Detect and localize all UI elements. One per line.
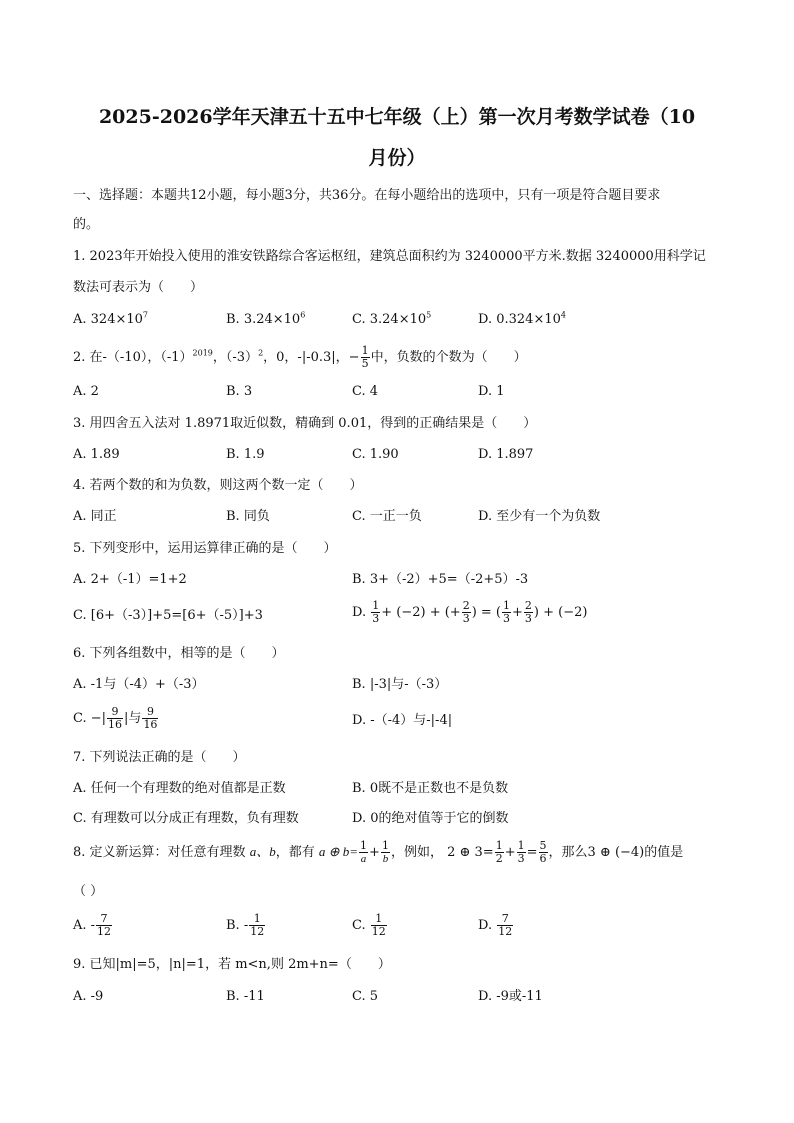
q8-stem-line1: 8. 定义新运算：对任意有理数 a、b，都有 a ⊕ b= $\frac{1}{a}$ + $\frac{1}{b}$ ，例如， 2 ⊕ 3= $\frac{1}{2}$ + $\frac{1}{3}$ = $\frac{5}{6}$ ，那么3 ⊕ (−4)的值是 — [73, 839, 684, 865]
q7-option-d[interactable]: D. 0的绝对值等于它的倒数 — [352, 811, 509, 826]
q5-option-d[interactable]: D. $\frac{1}{3}$ + (−2) + (+ $\frac{2}{3}$ ) = ( $\frac{1}{3}$ + $\frac{2}{3}$ ) + (−2) — [352, 599, 588, 625]
q7-stem: 7. 下列说法正确的是（ ） — [73, 750, 246, 765]
q2-option-a[interactable]: A. 2 — [73, 384, 99, 399]
q8-option-b[interactable]: B. - $\frac{1}{12}$ — [226, 912, 265, 938]
q2-option-c[interactable]: C. 4 — [352, 384, 379, 399]
q5-option-a[interactable]: A. 2+（-1）=1+2 — [73, 572, 187, 587]
q4-option-d[interactable]: D. 至少有一个为负数 — [478, 509, 601, 524]
q8-option-a[interactable]: A. - $\frac{7}{12}$ — [73, 912, 112, 938]
q1-stem-line1: 1. 2023年开始投入使用的淮安铁路综合客运枢纽，建筑总面积约为 3240000平方米.数据 3240000用科学记 — [73, 249, 706, 264]
q8-stem-line2: （ ） — [73, 884, 104, 899]
q2-fraction: $\frac{1}{5}$ — [361, 344, 369, 370]
q4-option-c[interactable]: C. 一正一负 — [352, 509, 422, 524]
q4-option-b[interactable]: B. 同负 — [226, 509, 270, 524]
q9-option-b[interactable]: B. -11 — [226, 989, 265, 1004]
q2-stem: 2. 在-（-10），$(-1)^{2019}$，$(-3)^2$，0，-|-0.3|，− $\frac{1}{5}$ 中，负数的个数为（ ） — [73, 344, 527, 370]
q2-option-b[interactable]: B. 3 — [226, 384, 253, 399]
q7-option-b[interactable]: B. 0既不是正数也不是负数 — [352, 781, 509, 796]
exam-title-line2: 月份） — [368, 147, 426, 169]
q4-stem: 4. 若两个数的和为负数，则这两个数一定（ ） — [73, 478, 363, 493]
q5-option-c[interactable]: C. [6+（-3）]+5=[6+（-5）]+3 — [73, 608, 263, 623]
q8-option-c[interactable]: C. $\frac{1}{12}$ — [352, 912, 386, 938]
q3-option-b[interactable]: B. 1.9 — [226, 447, 265, 462]
q2-option-d[interactable]: D. 1 — [478, 384, 505, 399]
q9-option-c[interactable]: C. 5 — [352, 989, 379, 1004]
q9-option-a[interactable]: A. -9 — [73, 989, 104, 1004]
q9-option-d[interactable]: D. -9或-11 — [478, 989, 543, 1004]
section-heading-line1: 一、选择题：本题共12小题，每小题3分，共36分。在每小题给出的选项中，只有一项是符合题目要求 — [73, 188, 661, 203]
q6-stem: 6. 下列各组数中，相等的是（ ） — [73, 646, 285, 661]
q3-option-d[interactable]: D. 1.897 — [478, 447, 534, 462]
q1-option-c[interactable]: C. $3.24\times 10^5$ — [352, 310, 432, 327]
q7-option-c[interactable]: C. 有理数可以分成正有理数，负有理数 — [73, 811, 299, 826]
q1-stem-line2: 数法可表示为（ ） — [73, 280, 204, 295]
q6-option-b[interactable]: B. |-3|与-（-3） — [352, 677, 448, 692]
q5-option-b[interactable]: B. 3+（-2）+5=（-2+5）-3 — [352, 572, 529, 587]
q6-option-d[interactable]: D. -（-4）与-|-4| — [352, 713, 453, 728]
q5-stem: 5. 下列变形中，运用运算律正确的是（ ） — [73, 541, 337, 556]
q1-option-a[interactable]: A. $324\times 10^7$ — [73, 310, 148, 327]
q8-option-d[interactable]: D. $\frac{7}{12}$ — [478, 912, 513, 938]
q3-option-a[interactable]: A. 1.89 — [73, 447, 120, 462]
q7-option-a[interactable]: A. 任何一个有理数的绝对值都是正数 — [73, 781, 286, 796]
section-heading-line2: 的。 — [73, 217, 100, 232]
q3-option-c[interactable]: C. 1.90 — [352, 447, 399, 462]
q1-option-d[interactable]: D. $0.324\times 10^4$ — [478, 310, 566, 327]
q4-option-a[interactable]: A. 同正 — [73, 509, 117, 524]
q6-option-a[interactable]: A. -1与（-4）+（-3） — [73, 677, 205, 692]
q3-stem: 3. 用四舍五入法对 1.8971取近似数，精确到 0.01，得到的正确结果是（ ） — [73, 416, 537, 431]
q6-option-c[interactable]: C. −| $\frac{9}{16}$ |与 $\frac{9}{16}$ — [73, 705, 158, 731]
q1-option-b[interactable]: B. $3.24\times 10^6$ — [226, 310, 306, 327]
q9-stem: 9. 已知|m|=5，|n|=1，若 m<n,则 2m+n=（ ） — [73, 957, 391, 972]
exam-title-line1: 2025-2026学年天津五十五中七年级（上）第一次月考数学试卷（10 — [98, 106, 696, 128]
